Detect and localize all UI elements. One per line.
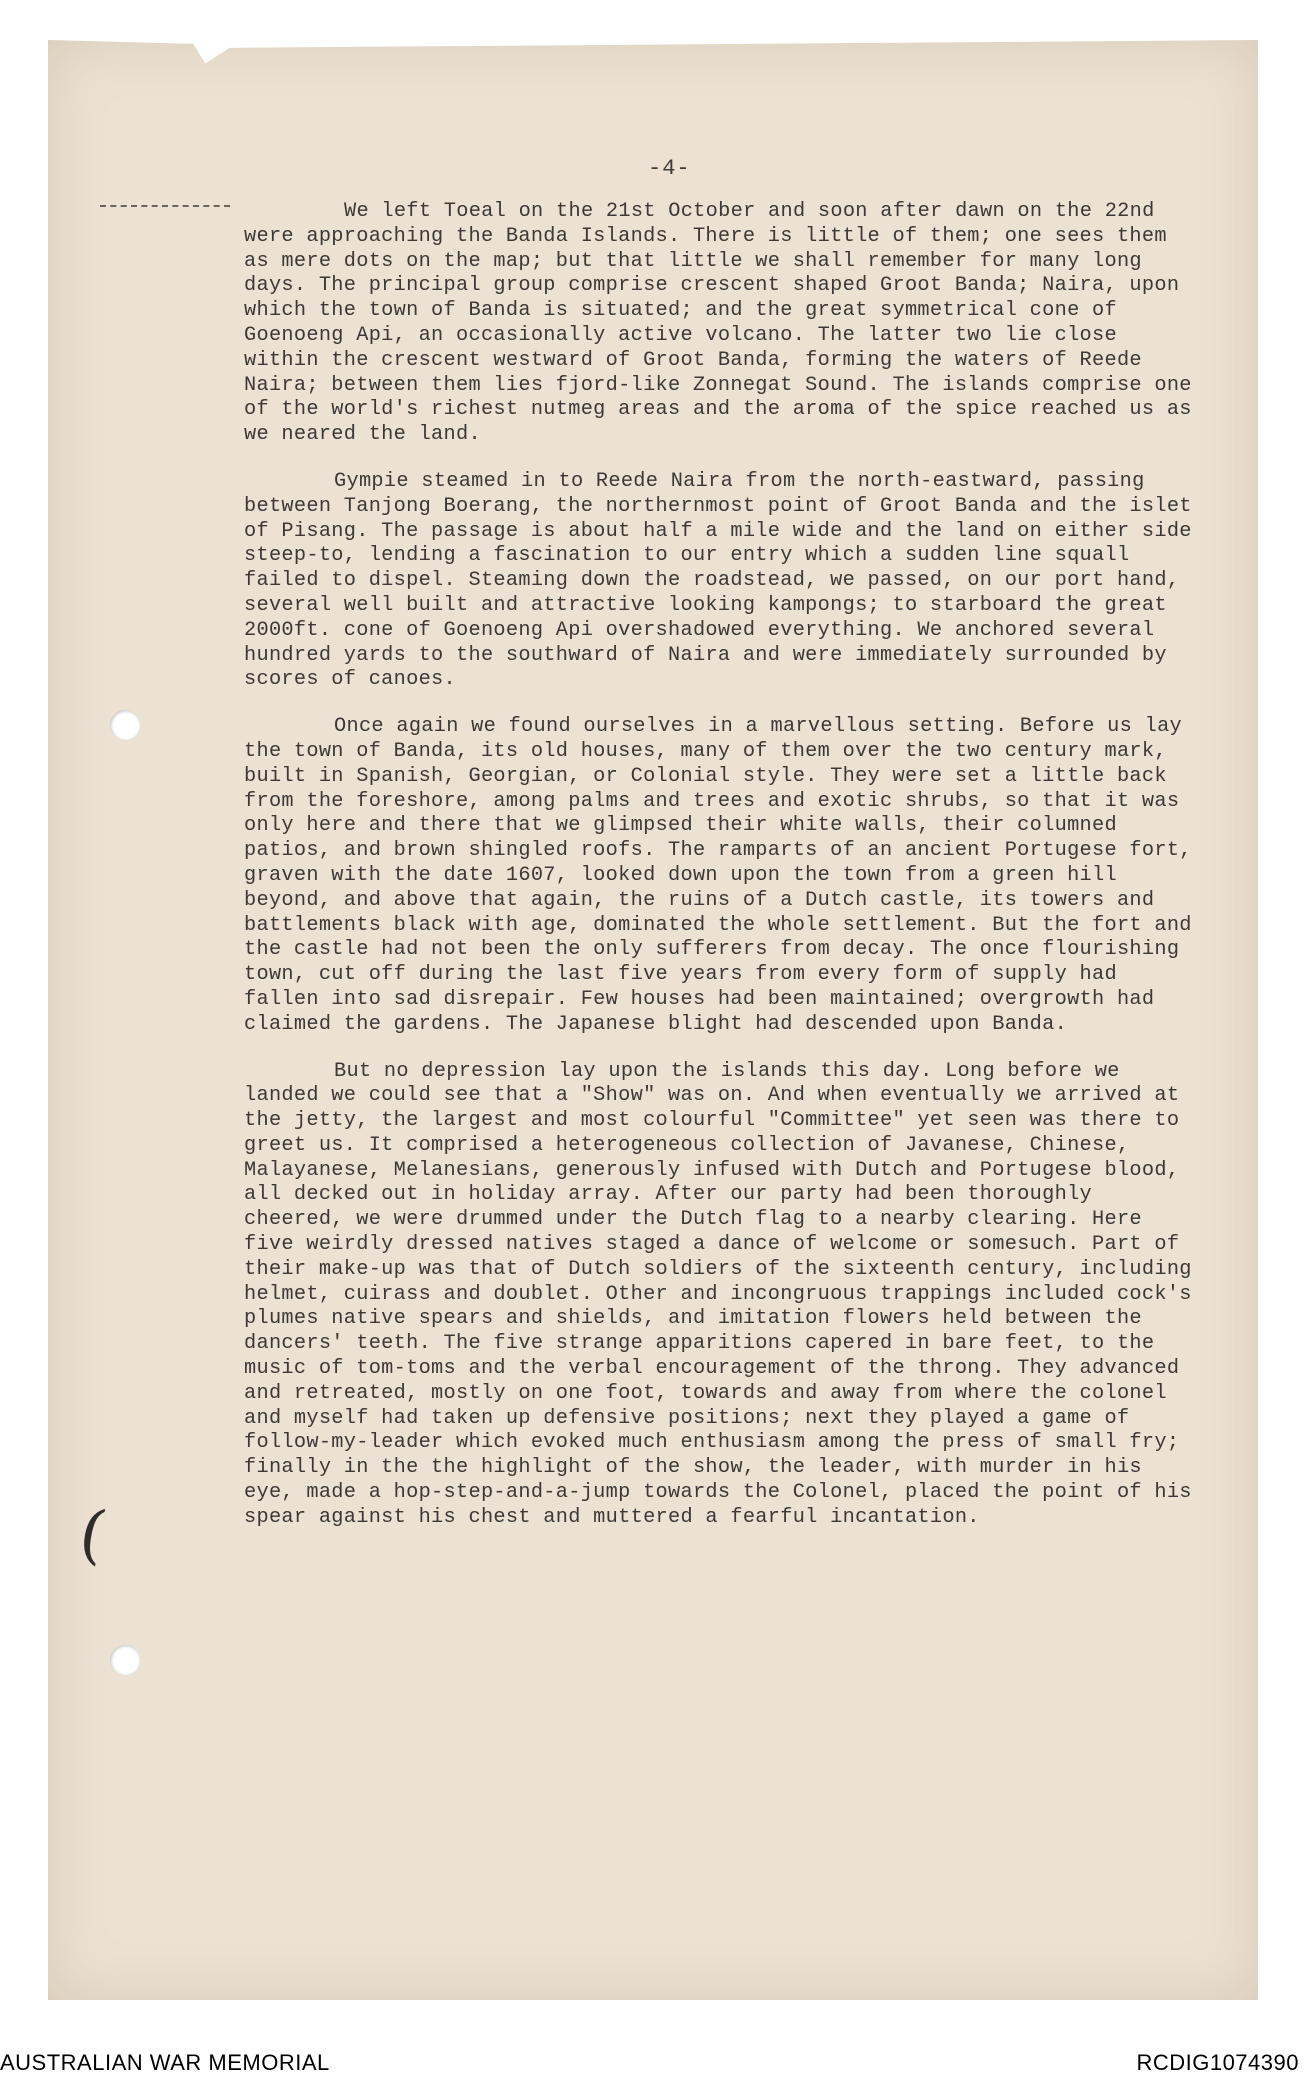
- page-number: -4-: [648, 156, 691, 181]
- typed-dash-rule: [100, 205, 230, 207]
- handwritten-margin-bracket: (: [73, 1496, 112, 1574]
- punch-hole: [110, 710, 140, 740]
- punch-hole: [110, 1645, 140, 1675]
- paragraph-welcome-dance: But no depression lay upon the islands this day. Long before we landed we could see that a "Show" was on. And when eventually we arrived at the jetty, the largest and most colourful "Committee" yet seen was there to greet us. It comprised a heterogeneous collection of Javanese, Chinese, Malayanese, Melanesians, generously infused with Dutch and Portugese blood, all decked out in holiday array. After our party had been thoroughly cheered, we were drummed under the Dutch flag to a nearby clearing. Here five weirdly dressed natives staged a dance of welcome or somesuch. Part of their make-up was that of Dutch soldiers of the sixteenth century, including helmet, cuirass and doublet. Other and incongruous trappings included cock's plumes native spears and shields, and imitation flowers held between the dancers' teeth. The five strange apparitions capered in bare feet, to the music of tom-toms and the verbal encouragement of the throng. They advanced and retreated, mostly on one foot, towards and away from where the colonel and myself had taken up defensive positions; next they played a game of follow-my-leader which evoked much enthusiasm among the press of small fry; finally in the the highlight of the show, the leader, with murder in his eye, made a hop-step-and-a-jump towards the Colonel, placed the point of his spear against his chest and muttered a fearful incantation.: [244, 1059, 1205, 1529]
- typed-body-text: [244, 200, 1204, 1553]
- footer-record-id: RCDIG1074390: [1136, 2050, 1299, 2075]
- paragraph-banda-town: Once again we found ourselves in a marvellous setting. Before us lay the town of Banda, its old houses, many of them over the two century mark, built in Spanish, Georgian, or Colonial style. They were set a little back from the foreshore, among palms and trees and exotic shrubs, so that it was only here and there that we glimpsed their white walls, their columned patios, and brown shingled roofs. The ramparts of an ancient Portugese fort, graven with the date 1607, looked down upon the town from a green hill beyond, and above that again, the ruins of a Dutch castle, its towers and battlements black with age, dominated the whole settlement. But the fort and the castle had not been the only sufferers from decay. The once flourishing town, cut off during the last five years from every form of supply had fallen into sad disrepair. Few houses had been maintained; overgrowth had claimed the gardens. The Japanese blight had descended upon Banda.: [244, 715, 1205, 1036]
- paragraph-banda-approach: We left Toeal on the 21st October and soon after dawn on the 22nd were approaching the Banda Islands. There is little of them; one sees them as mere dots on the map; but that little we shall remember for many long days. The principal group comprise crescent shaped Groot Banda; Naira, upon which the town of Banda is situated; and the great symmetrical cone of Goenoeng Api, an occasionally active volcano. The latter two lie close within the crescent westward of Groot Banda, forming the waters of Reede Naira; between them lies fjord-like Zonnegat Sound. The islands comprise one of the world's richest nutmeg areas and the aroma of the spice reached us as we neared the land.: [244, 200, 1205, 447]
- footer-institution: AUSTRALIAN WAR MEMORIAL: [0, 2050, 330, 2075]
- paragraph-reede-naira-entry: Gympie steamed in to Reede Naira from the north-eastward, passing between Tanjong Boerang, the northernmost point of Groot Banda and the islet of Pisang. The passage is about half a mile wide and the land on either side steep-to, lending a fascination to our entry which a sudden line squall failed to dispel. Steaming down the roadstead, we passed, on our port hand, several well built and attractive looking kampongs; to starboard the great 2000ft. cone of Goenoeng Api overshadowed everything. We anchored several hundred yards to the southward of Naira and were immediately surrounded by scores of canoes.: [244, 469, 1205, 692]
